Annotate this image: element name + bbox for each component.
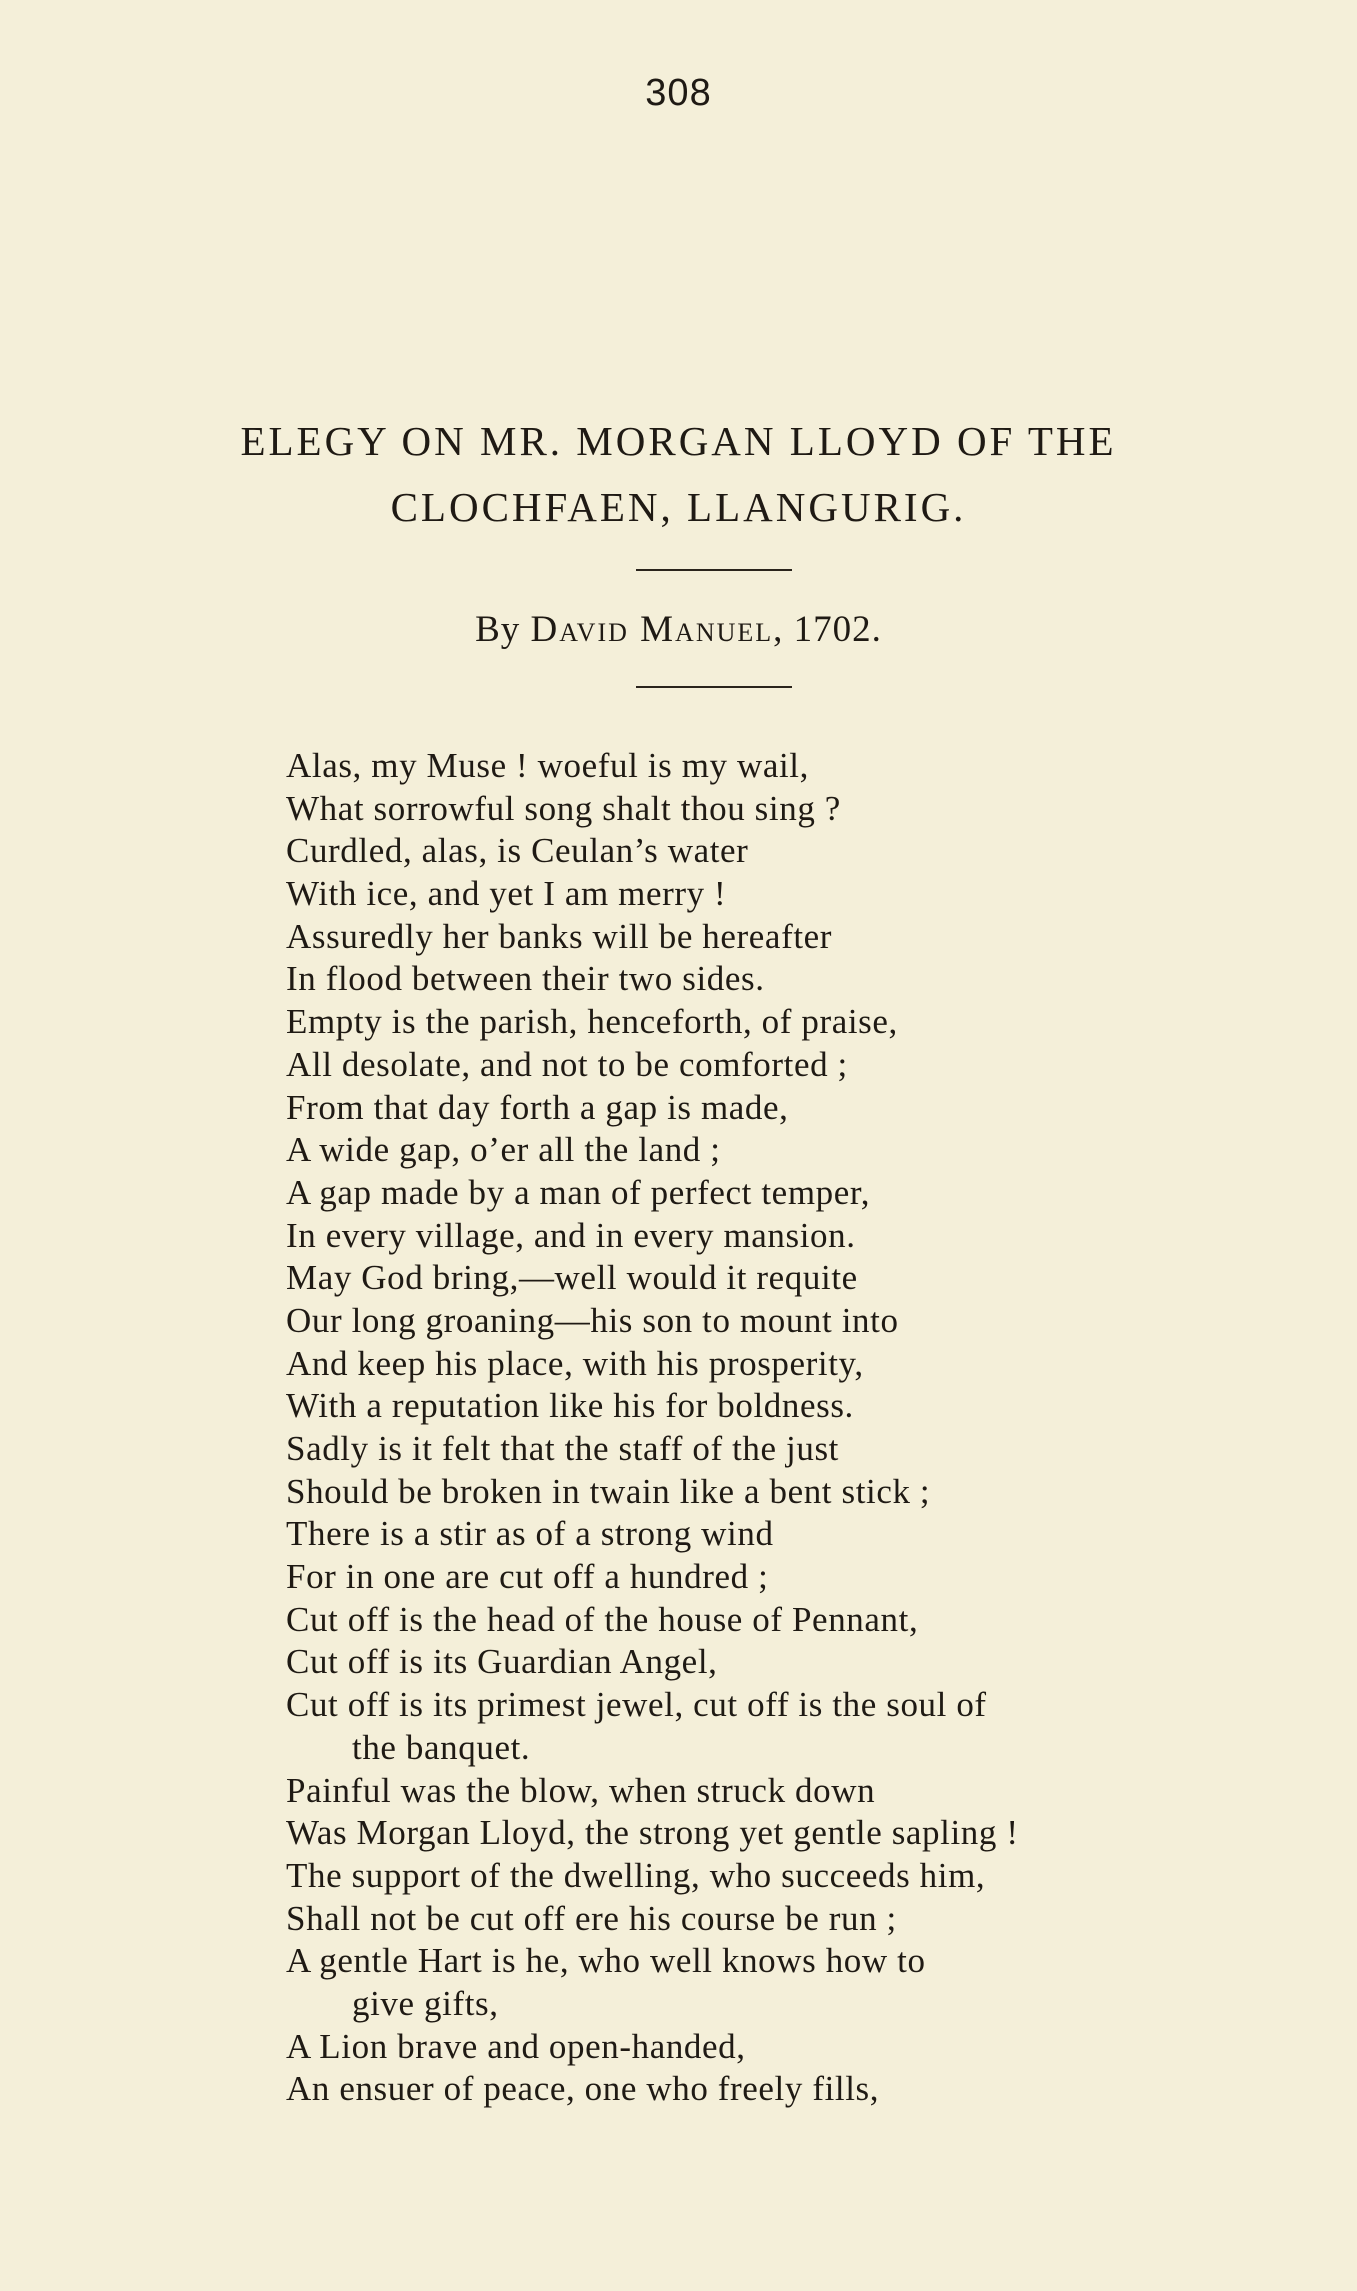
poem-line: Cut off is its Guardian Angel, — [286, 1642, 718, 1682]
elegy-title — [0, 408, 1357, 540]
poem-line: Shall not be cut off ere his course be run ; — [286, 1898, 897, 1938]
poem-line: Empty is the parish, henceforth, of praise, — [286, 1002, 898, 1042]
poem-line: Sadly is it felt that the staff of the just — [286, 1429, 839, 1468]
poem-line-continuation: give gifts, — [352, 1983, 499, 2023]
author-name: David Manuel — [530, 609, 774, 650]
poem-line: For in one are cut off a hundred ; — [286, 1557, 769, 1597]
byline-prefix: By — [475, 609, 531, 650]
poem-line: With a reputation like his for boldness. — [286, 1386, 854, 1426]
poem-line: In flood between their two sides. — [286, 959, 765, 999]
poem-line: A gap made by a man of perfect temper, — [286, 1172, 871, 1212]
poem-line: An ensuer of peace, one who freely fills, — [286, 2069, 880, 2109]
poem-line: Was Morgan Lloyd, the strong yet gentle sapling ! — [286, 1813, 1019, 1853]
poem-line: Should be broken in twain like a bent stick ; — [286, 1471, 931, 1511]
byline-date: , 1702. — [773, 609, 882, 650]
poem-line: Painful was the blow, when struck down — [286, 1770, 876, 1810]
poem-line: And keep his place, with his prosperity, — [286, 1343, 864, 1383]
title-line-1: ELEGY ON MR. MORGAN LLOYD OF THE — [240, 418, 1117, 464]
poem-line: There is a stir as of a strong wind — [286, 1514, 774, 1554]
poem-line-continuation: the banquet. — [352, 1727, 531, 1767]
poem-line: A Lion brave and open-handed, — [286, 2026, 746, 2066]
divider-rule-bottom — [636, 686, 792, 688]
page-number: 308 — [645, 72, 712, 114]
poem-text — [286, 745, 1286, 2111]
poem-line: The support of the dwelling, who succeeds him, — [286, 1855, 986, 1895]
poem-line: In every village, and in every mansion. — [286, 1215, 856, 1255]
divider-rule-top — [636, 569, 792, 571]
poem-line: From that day forth a gap is made, — [286, 1087, 789, 1127]
byline — [0, 608, 1357, 651]
poem-line: Cut off is its primest jewel, cut off is the soul of — [286, 1685, 987, 1725]
poem-line: Our long groaning—his son to mount into — [286, 1300, 899, 1340]
poem-line: Assuredly her banks will be hereafter — [286, 916, 833, 956]
poem-line: With ice, and yet I am merry ! — [286, 874, 727, 914]
poem-line: All desolate, and not to be comforted ; — [286, 1044, 848, 1084]
title-line-2: CLOCHFAEN, LLANGURIG. — [390, 484, 967, 530]
poem-line: May God bring,—well would it requite — [286, 1258, 858, 1298]
poem-line: A gentle Hart is he, who well knows how to — [286, 1941, 926, 1981]
poem-line: A wide gap, o’er all the land ; — [286, 1130, 721, 1170]
poem-line: Cut off is the head of the house of Pennant, — [286, 1599, 919, 1639]
poem-line: What sorrowful song shalt thou sing ? — [286, 788, 841, 828]
poem-line: Alas, my Muse ! woeful is my wail, — [286, 746, 809, 785]
poem-line: Curdled, alas, is Ceulan’s water — [286, 831, 749, 871]
